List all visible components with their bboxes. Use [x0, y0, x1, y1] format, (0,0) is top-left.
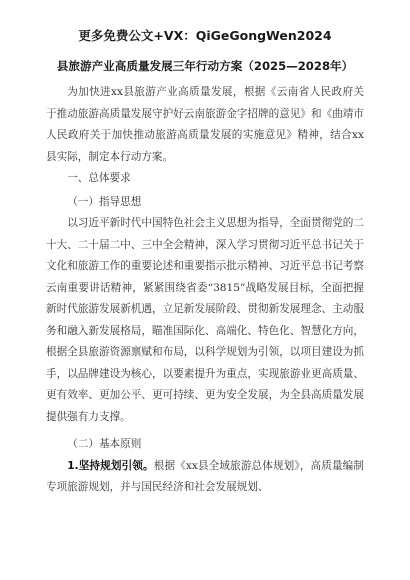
- guiding-ideology-paragraph: 以习近平新时代中国特色社会主义思想为指导，全面贯彻党的二十大、二十届二中、三中全会精神，深入学习贯彻习近平总书记关于文化和旅游工作的重要论述和重要指示批示精神、习近平总书记考察云南重要讲话精神，紧紧围绕省委“3815”战略发展目标，全面把握新时代旅游发展新机遇，立足新发展阶段、贯彻新发展理念、主动服务和融入新发展格局，瞄准国际化、高端化、特色化、智慧化方向，根据全县旅游资源禀赋和布局，以科学规划为引领，以项目建设为抓手，以品牌建设为核心，以要素提升为重点，实现旅游业更高质量、更有效率、更加公平、更可持续、更为安全发展，为全县高质量发展提供强有力支撑。: [46, 217, 364, 423]
- intro-paragraph: 为加快进xx县旅游产业高质量发展，根据《云南省人民政府关于推动旅游高质量发展守护好云南旅游金字招牌的意见》和《曲靖市人民政府关于加快推动旅游高质量发展的实施意见》精神，结合xx县实际，制定本行动方案。: [46, 86, 364, 163]
- section-heading-general-requirements: 一、总体要求: [67, 172, 131, 184]
- principle-paragraph: [46, 456, 364, 499]
- document-title: 县旅游产业高质量发展三年行动方案（2025—2028年）: [56, 59, 354, 73]
- principle-lead: 1.坚持规划引领。: [67, 459, 154, 472]
- promo-banner: 更多免费公文+VX：QiGeGongWen2024: [78, 28, 332, 43]
- subsection-heading-guiding-ideology: （一）指导思想: [67, 195, 142, 208]
- subsection-heading-basic-principles: （二）基本原则: [67, 438, 142, 450]
- principle-body: 根据《xx县全域旅游总体规划》，高质量编制专项旅游规划，并与国民经济和社会发展规划、: [46, 459, 364, 493]
